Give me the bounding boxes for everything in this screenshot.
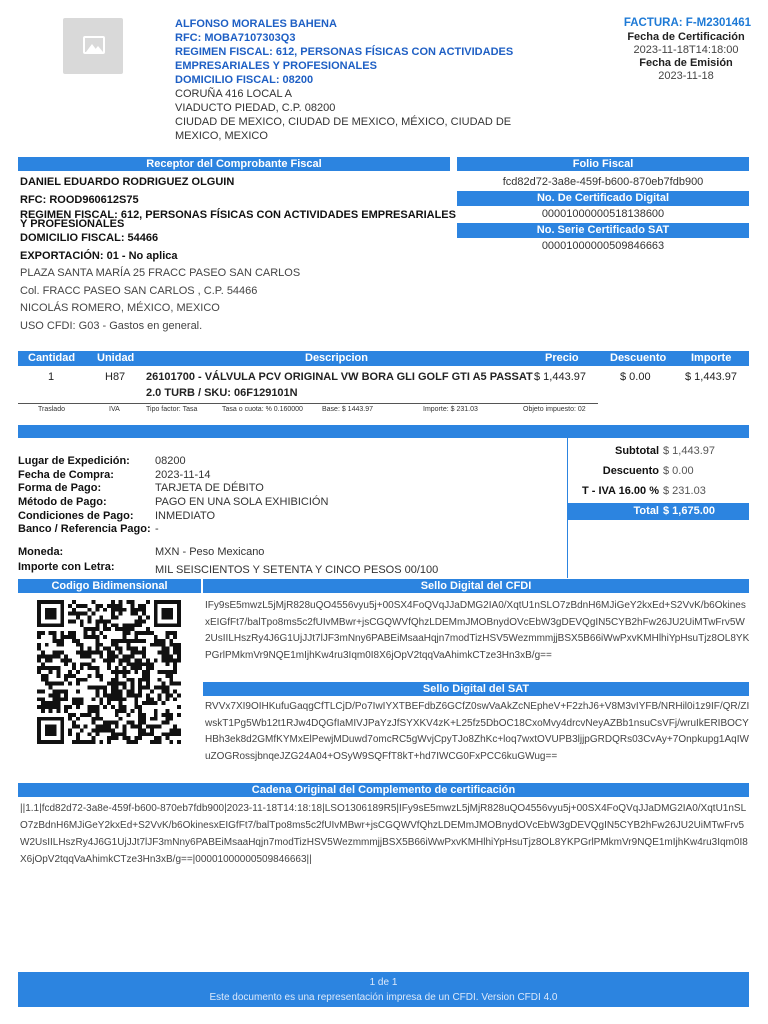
payment-label: Moneda: <box>18 546 64 559</box>
original-chain-header: Cadena Original del Complemento de certificación <box>18 783 749 797</box>
discount-row <box>568 463 749 483</box>
qr-section-header: Codigo Bidimensional <box>18 579 201 593</box>
col-descuento: Descuento <box>610 352 667 364</box>
payment-value: 2023-11-14 <box>155 468 211 481</box>
item-unidad: H87 <box>105 371 126 383</box>
cfdi-seal-header: Sello Digital del CFDI <box>203 579 749 593</box>
payment-label: Condiciones de Pago: <box>18 509 134 522</box>
payment-row <box>18 523 558 537</box>
total-value: $ 1,675.00 <box>663 505 715 517</box>
total-row <box>568 503 749 520</box>
invoice-header <box>551 17 751 83</box>
item-importe: $ 1,443.97 <box>685 371 737 383</box>
receptor-uso-cfdi: USO CFDI: G03 - Gastos en general. <box>20 319 203 332</box>
issuer-info <box>175 17 535 143</box>
footer-note: Este documento es una representación impresa de un CFDI. Version CFDI 4.0 <box>209 992 558 1003</box>
col-cantidad: Cantidad <box>28 352 76 364</box>
item-descripcion-line2: 2.0 TURB / SKU: 06F129101N <box>146 387 298 399</box>
receptor-section-header: Receptor del Comprobante Fiscal <box>18 157 450 171</box>
subtotal-value: $ 1,443.97 <box>663 445 715 457</box>
totals-box <box>568 443 749 520</box>
payment-value: MXN - Peso Mexicano <box>155 546 265 559</box>
sat-serial-header: No. Serie Certificado SAT <box>457 223 749 238</box>
certification-date-label: Fecha de Certificación <box>627 31 745 43</box>
company-logo-placeholder <box>63 18 123 74</box>
payment-row <box>18 496 558 510</box>
subtotal-row <box>568 443 749 463</box>
sat-seal-header: Sello Digital del SAT <box>203 682 749 696</box>
iva-label: T - IVA 16.00 % <box>581 485 659 497</box>
payment-value: PAGO EN UNA SOLA EXHIBICIÓN <box>155 496 329 509</box>
iva-value: $ 231.03 <box>663 485 706 497</box>
payment-value: TARJETA DE DÉBITO <box>155 482 264 495</box>
certificate-number-header: No. De Certificado Digital <box>457 191 749 206</box>
sat-serial-number: 00001000000509846663 <box>541 240 665 252</box>
issuer-rfc: RFC: MOBA7107303Q3 <box>175 32 296 44</box>
receptor-address-line2: Col. FRACC PASEO SAN CARLOS , C.P. 54466 <box>20 284 258 297</box>
payment-value: 08200 <box>155 455 186 467</box>
payment-label: Fecha de Compra: <box>18 468 114 481</box>
certification-date: 2023-11-18T14:18:00 <box>633 44 739 56</box>
tax-tasa: Tasa o cuota: % 0.160000 <box>222 406 303 413</box>
payment-row <box>18 455 558 469</box>
col-descripcion: Descripcion <box>305 352 368 364</box>
payment-row <box>18 546 558 560</box>
payment-label: Método de Pago: <box>18 496 107 509</box>
payment-row <box>18 482 558 496</box>
item-cantidad: 1 <box>48 371 55 383</box>
issuer-address-line2: VIADUCTO PIEDAD, C.P. 08200 <box>175 102 336 114</box>
payment-row <box>18 510 558 524</box>
issuer-address-line1: CORUÑA 416 LOCAL A <box>175 88 292 100</box>
payment-value: MIL SEISCIENTOS Y SETENTA Y CINCO PESOS 00/100 <box>155 563 439 576</box>
tax-traslado: Traslado <box>38 406 65 413</box>
issuer-address-line3: CIUDAD DE MEXICO, CIUDAD DE MEXICO, MÉXICO, CIUDAD DE MEXICO, MEXICO <box>175 116 512 142</box>
folio-fiscal-value: fcd82d72-3a8e-459f-b600-870eb7fdb900 <box>502 176 704 188</box>
payment-value: - <box>155 523 159 536</box>
receptor-address-line3: NICOLÁS ROMERO, MÉXICO, MEXICO <box>20 302 220 314</box>
item-descuento: $ 0.00 <box>620 371 651 383</box>
items-table-header <box>18 351 749 366</box>
subtotal-label: Subtotal <box>615 445 659 457</box>
receptor-domicilio-fiscal: DOMICILIO FISCAL: 54466 <box>20 232 159 244</box>
payment-value: INMEDIATO <box>155 509 216 522</box>
issuer-name: ALFONSO MORALES BAHENA <box>175 18 337 30</box>
issuer-regimen: REGIMEN FISCAL: 612, PERSONAS FÍSICAS CON ACTIVIDADES EMPRESARIALES Y PROFESIONALES <box>175 46 514 72</box>
cfdi-seal-text: IFy9sE5mwzL5jMjR828uQO4556vyu5j+00SX4FoQVqJJaDMG2IA0/XqtU1nSLO7zBdnH6MJiGeY2kxEd+S2VvK/b6OkinesxEIGfFt7/balTpo8ms5c2fUIvMBwr+jsCGQWVfQhzLDEMmJMOBnydOVcEbW3gDEVQgIN5CYB2hFw26JU2UiMTwFrv5W2UsIILHszRy4J6G1UjJJt7lJF3mNny6PABEiMsaaHqjn7modTizHSV5WezmmmjjBSX5B66iWwPxvKMHlhiYpHsuTjz8OL8YKPGrlPMkmVr9NQE1mIjhKw4ru3Iqm0I8X6jOpV2tqqVaAhimkCTze3Hn3xB/g== <box>205 600 750 661</box>
receptor-info <box>20 174 460 335</box>
tax-iva: IVA <box>109 406 120 413</box>
payment-label: Forma de Pago: <box>18 482 102 495</box>
tax-objeto: Objeto impuesto: 02 <box>523 406 586 413</box>
page-number: 1 de 1 <box>369 977 398 988</box>
payment-label: Importe con Letra: <box>18 560 115 573</box>
iva-row <box>568 483 749 503</box>
payment-label: Banco / Referencia Pago: <box>18 523 151 536</box>
total-label: Total <box>633 505 659 517</box>
item-precio: $ 1,443.97 <box>534 371 586 383</box>
emission-date: 2023-11-18 <box>658 70 714 82</box>
col-unidad: Unidad <box>97 352 135 364</box>
discount-value: $ 0.00 <box>663 465 694 477</box>
invoice-number: FACTURA: F-M2301461 <box>623 17 751 29</box>
payment-row <box>18 469 558 483</box>
receptor-rfc: RFC: ROOD960612S75 <box>20 193 139 206</box>
qr-code <box>37 598 181 746</box>
emission-date-label: Fecha de Emisión <box>639 57 733 69</box>
certificate-number: 00001000000518138600 <box>541 208 665 220</box>
page-footer <box>18 972 749 1007</box>
folio-section-header: Folio Fiscal <box>457 157 749 171</box>
item-descripcion-line1: 26101700 - VÁLVULA PCV ORIGINAL VW BORA GLI GOLF GTI A5 PASSAT <box>146 371 533 383</box>
discount-label: Descuento <box>602 465 659 477</box>
section-divider-bar <box>18 425 749 438</box>
tax-base: Base: $ 1443.97 <box>322 406 373 413</box>
folio-info <box>457 174 749 255</box>
col-importe: Importe <box>691 352 732 364</box>
receptor-name: DANIEL EDUARDO RODRIGUEZ OLGUIN <box>20 176 235 188</box>
receptor-regimen: REGIMEN FISCAL: 612, PERSONAS FÍSICAS CON ACTIVIDADES EMPRESARIALES Y PROFESIONALES <box>20 209 456 230</box>
original-chain-text: ||1.1|fcd82d72-3a8e-459f-b600-870eb7fdb900|2023-11-18T14:18:18|LSO1306189R5|IFy9sE5mwzL5jMjR828uQO4556vyu5j+00SX4FoQVqJJaDMG2IA0/XqtU1nSLO7zBdnH6MJiGeY2kxEd+S2VvK/b6OkinesxEIGfFt7/balTpo8ms5c2fUIvMBwr+jsCGQWVfQhzLDEMmJMOBnydOVcEbW3gDEVQgIN5CYB2hFw26JU2UiMTwFrv5W2UsIILHszRy4J6G1UjJJt7lJF3mNny6PABEiMsaaHqjn7modTizHSV5WezmmmjjBSX5B66iWwPxvKMHlhiYpHsuTjz8OL8YKPGrlPMkmVr9NQE1mIjhKw4ru3Iqm0I8X6jOpV2tqqVaAhimkCTze3Hn3xB/g==|00001000000509846663|| <box>20 803 748 865</box>
issuer-domicilio-fiscal: DOMICILIO FISCAL: 08200 <box>175 74 314 86</box>
tax-tipo-factor: Tipo factor: Tasa <box>146 406 198 413</box>
col-precio: Precio <box>545 352 579 364</box>
payment-row <box>18 561 558 575</box>
receptor-exportacion: EXPORTACIÓN: 01 - No aplica <box>20 249 178 262</box>
sat-seal-text: RVVx7XI9OIHKufuGaqgCfTLCjD/Po7IwIYXTBEFdbZ6GCfZ0swVaAkZcNEpheV+F2zhJ6+V8M3vIYFB/NRHil0i1z9IF/QR/ZIwskT1Pg5Wb12t1RJw4DQGfIaMIVJPaYzJfSYXKV4zK+L25fz5DbOC18CxoMvy4drcvNeyAZBb1nsuCsVFj/wruIkERIBOCYHBh3ek8d2GMfKYMxElPewjMDuwd7omcRC5gWvjCpyTJo8ZhKc+loq7wxtOVUPB3ljjpGRDQRs03CvAy+7Onpkupg1AqIWuZOGRossjbnqeJZG24A04+OSyW9SQFfT8kT+hd7IWCG0FxPCC6kuGWug== <box>205 701 750 762</box>
receptor-address-line1: PLAZA SANTA MARÍA 25 FRACC PASEO SAN CARLOS <box>20 267 301 279</box>
payment-label: Lugar de Expedición: <box>18 455 130 467</box>
payment-details <box>18 455 558 575</box>
tax-importe: Importe: $ 231.03 <box>423 406 478 413</box>
tax-detail-row <box>18 403 598 415</box>
